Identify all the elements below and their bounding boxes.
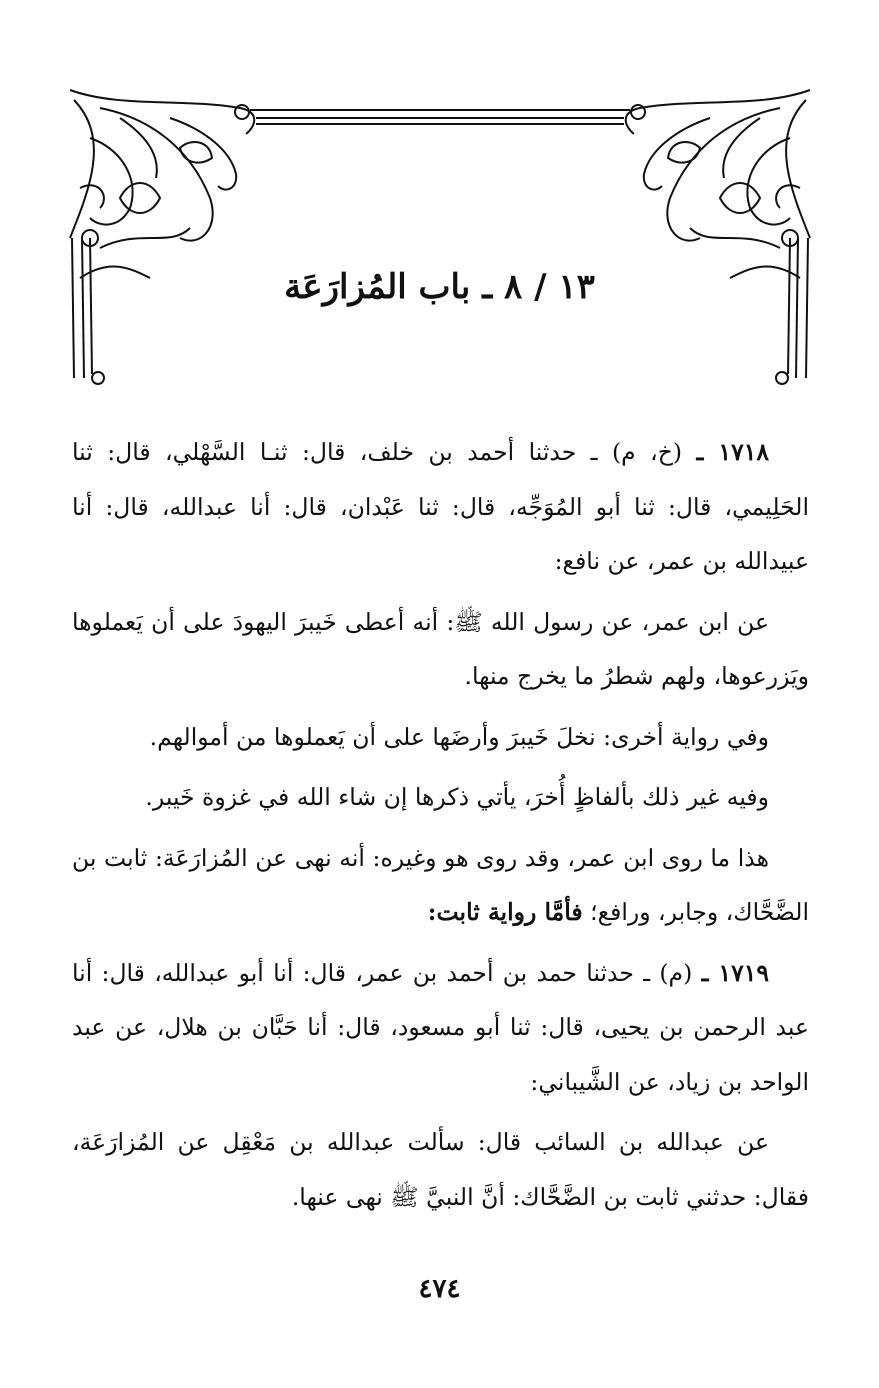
paragraph-text: وفي رواية أخرى: نخلَ خَيبرَ وأرضَها على أن يَعملوها من أموالهم. (149, 722, 769, 751)
paragraph-text: هذا ما روى ابن عمر، وقد روى هو وغيره: أنه نهى عن المُزارَعَة: ثابت بن الضَّحَّاك، وجابر، ورافع؛ (72, 843, 809, 926)
paragraph-text: عن عبدالله بن السائب قال: سألت عبدالله بن مَعْقِل عن المُزارَعَة، فقال: حدثني ثابت بن الضَّحَّاك: أنَّ النبيَّ ﷺ نهى عنها. (72, 1128, 809, 1211)
chapter-heading: ١٣ / ٨ ـ باب المُزارَعَة (284, 267, 595, 307)
hadith-1718-matn (72, 595, 809, 704)
section-lead-in: فأمَّا رواية ثابت: (427, 898, 583, 926)
hadith-number: ١٧١٨ ـ (696, 438, 769, 466)
other-wording-note (72, 770, 809, 825)
page-body (72, 425, 809, 1230)
commentary-paragraph (72, 831, 809, 940)
hadith-1719-matn (72, 1115, 809, 1224)
other-narration (72, 710, 809, 765)
hadith-number: ١٧١٩ ـ (701, 958, 769, 987)
ornamental-frame (60, 78, 820, 388)
paragraph-text: وفيه غير ذلك بألفاظٍ أُخرَ، يأتي ذكرها إن شاء الله في غزوة خَيبر. (145, 783, 769, 811)
paragraph-text: عن ابن عمر، عن رسول الله ﷺ: أنه أعطى خَيبرَ اليهودَ على أن يَعملوها ويَزرعوها، ولهم شطرُ ما يخرج منها. (72, 607, 809, 690)
paragraph-text: (م) ـ حدثنا حمد بن أحمد بن عمر، قال: أنا أبو عبدالله، قال: أنا عبد الرحمن بن يحيى، قال: ثنا أبو مسعود، قال: أنا حَبَّان بن هلال، عن عبد الواحد بن زياد، عن الشَّيباني: (72, 958, 809, 1096)
page-number: ٤٧٤ (418, 1274, 461, 1304)
paragraph-text: (خ، م) ـ حدثنا أحمد بن خلف، قال: ثنـا السَّهْلي، قال: ثنا الحَلِيمي، قال: ثنا أبو المُوَجِّه، قال: ثنا عَبْدان، قال: أنا عبدالله، قال: أنا عبيدالله بن عمر، عن نافع: (72, 438, 809, 575)
hadith-1719-isnad (72, 946, 809, 1110)
hadith-1718-isnad (72, 425, 809, 589)
